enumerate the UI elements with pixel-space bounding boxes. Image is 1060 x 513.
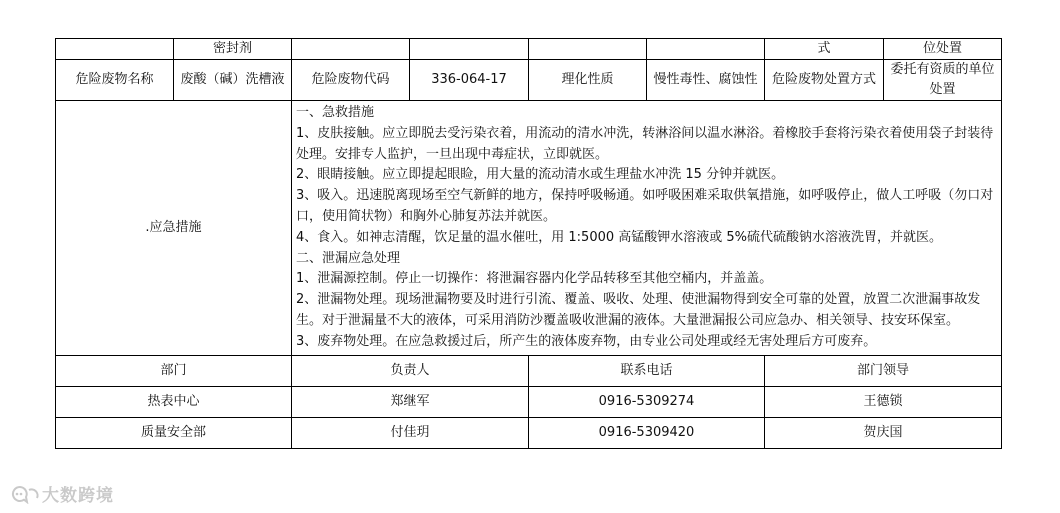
watermark-text: 大数跨境 bbox=[42, 486, 114, 506]
cell-disposal-tail: 位处置 bbox=[884, 39, 1002, 60]
waste-code-label: 危险废物代码 bbox=[292, 60, 410, 101]
person-cell: 郑继军 bbox=[292, 386, 529, 417]
waste-code-value: 336-064-17 bbox=[410, 60, 529, 101]
col-header-phone: 联系电话 bbox=[529, 355, 765, 386]
table-row bbox=[56, 417, 1002, 448]
phone-cell: 0916-5309274 bbox=[529, 386, 765, 417]
department-cell: 质量安全部 bbox=[56, 417, 292, 448]
measure-item: 2、泄漏物处理。现场泄漏物要及时进行引流、覆盖、吸收、处理、使泄漏物得到安全可靠的处置，放置二次泄漏事故发生。对于泄漏量不大的液体，可采用消防沙覆盖吸收泄漏的液体。大量泄漏报公司应急办、相关领导、技安环保室。 bbox=[296, 292, 981, 328]
waste-name-label: 危险废物名称 bbox=[56, 60, 174, 101]
cell-empty bbox=[410, 39, 529, 60]
leader-cell: 王德锁 bbox=[765, 386, 1002, 417]
emergency-card bbox=[55, 38, 1001, 449]
department-cell: 热表中心 bbox=[56, 386, 292, 417]
measure-item: 3、废弃物处理。在应急救援过后，所产生的液体废弃物，由专业公司处理或经无害处理后方可废弃。 bbox=[296, 333, 877, 349]
table-row bbox=[56, 386, 1002, 417]
phone-cell: 0916-5309420 bbox=[529, 417, 765, 448]
property-value: 慢性毒性、腐蚀性 bbox=[647, 60, 765, 101]
cell-sealant: 密封剂 bbox=[174, 39, 292, 60]
col-header-department: 部门 bbox=[56, 355, 292, 386]
cell-empty bbox=[292, 39, 410, 60]
property-label: 理化性质 bbox=[529, 60, 647, 101]
measure-item: 2、眼睛接触。应立即提起眼睑，用大量的流动清水或生理盐水冲洗 15 分钟并就医。 bbox=[296, 167, 785, 183]
person-cell: 付佳玥 bbox=[292, 417, 529, 448]
measure-item: 1、泄漏源控制。停止一切操作：将泄漏容器内化学品转移至其他空桶内，并盖盖。 bbox=[296, 271, 773, 287]
section-heading-first-aid: 一、急救措施 bbox=[296, 105, 375, 120]
hazardous-waste-table bbox=[55, 38, 1002, 449]
measure-item: 1、皮肤接触。应立即脱去受污染衣着，用流动的清水冲洗，转淋浴间以温水淋浴。着橡胶手套将污染衣着使用袋子封装待处理。安排专人监护，一旦出现中毒症状，立即就医。 bbox=[296, 125, 994, 162]
measure-item: 3、吸入。迅速脱离现场至空气新鲜的地方，保持呼吸畅通。如呼吸困难采取供氧措施，如呼吸停止，做人工呼吸（勿口对口，使用简状物）和胸外心肺复苏法并就医。 bbox=[296, 188, 994, 224]
chat-bubble-logo-icon bbox=[10, 484, 40, 504]
cell-empty bbox=[529, 39, 647, 60]
section-heading-leak: 二、泄漏应急处理 bbox=[296, 250, 401, 266]
waste-info-row bbox=[56, 60, 1002, 101]
emergency-measures-row bbox=[56, 101, 1002, 356]
cell-empty bbox=[56, 39, 174, 60]
contacts-header-row bbox=[56, 355, 1002, 386]
continuation-row bbox=[56, 39, 1002, 60]
cell-method-tail: 式 bbox=[765, 39, 884, 60]
emergency-measures-content bbox=[292, 101, 1002, 356]
emergency-measures-label: .应急措施 bbox=[56, 101, 292, 356]
measure-item: 4、食入。如神志清醒，饮足量的温水催吐，用 1:5000 高锰酸钾水溶液或 5%硫代硫酸钠水溶液洗胃，并就医。 bbox=[296, 229, 943, 245]
col-header-leader: 部门领导 bbox=[765, 355, 1002, 386]
waste-name-value: 废酸（碱）洗槽液 bbox=[174, 60, 292, 101]
col-header-person: 负责人 bbox=[292, 355, 529, 386]
disposal-value: 委托有资质的单位处置 bbox=[884, 60, 1002, 101]
disposal-label: 危险废物处置方式 bbox=[765, 60, 884, 101]
cell-empty bbox=[647, 39, 765, 60]
watermark bbox=[10, 481, 114, 506]
leader-cell: 贺庆国 bbox=[765, 417, 1002, 448]
